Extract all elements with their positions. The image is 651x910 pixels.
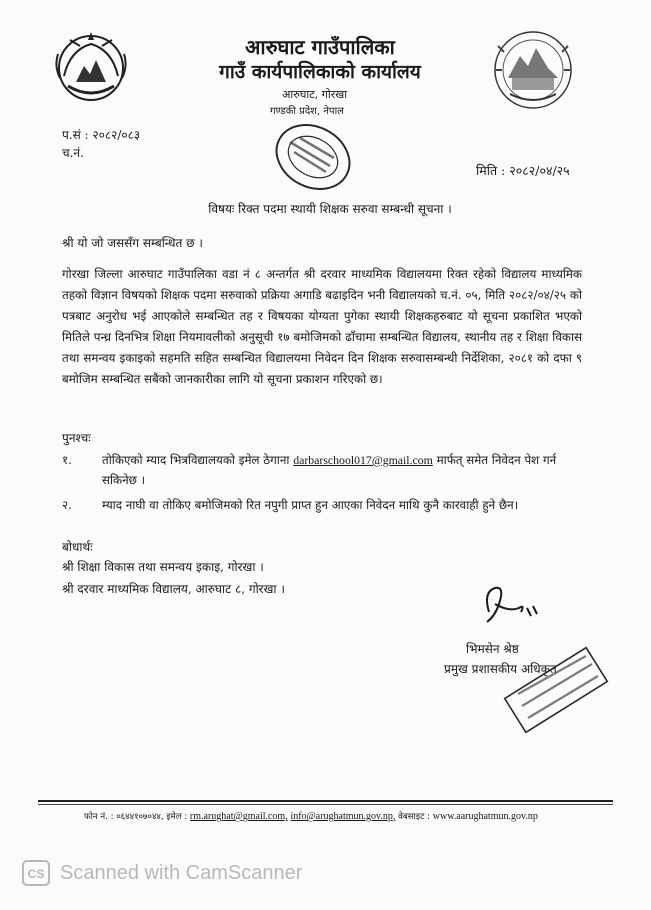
cc-recipient: श्री दरवार माध्यमिक विद्यालय, आरुघाट ८, गोरखा । — [62, 582, 285, 596]
letter-date: मिति : २०८२/०४/२५ — [476, 163, 570, 178]
camscanner-logo-text: CS — [27, 867, 45, 881]
letter-body: गोरखा जिल्ला आरुघाट गाउँपालिका वडा नं ८ अन्तर्गत श्री दरवार माध्यमिक विद्यालयमा रिक्त रहेको विद्यालय माध्यमिक तहको विज्ञान विषयको शिक्षक पदमा सरुवाको प्रक्रिया अगाडि बढाइदिन भनी विद्यालयको च.नं. ०५, मिति २०८२/०४/२५ को पत्रबाट अनुरोध भई आएकोले सम्बन्धित तह र विषयका योग्यता पुगेका स्थायी शिक्षकहरुबाट यो सूचना प्रकाशित भएको मितिले पन्ध्र दिनभित्र शिक्षा नियमावलीको अनुसूची १७ बमोजिमको ढाँचामा सम्बन्धित विद्यालय, स्थानीय तह र शिक्षा विकास तथा समन्वय इकाइको सहमति सहित सम्बन्धित विद्यालयमा निवेदन दिन शिक्षक सरुवासम्बन्धी निर्देशिका, २०८१ को दफा ९ बमोजिम सम्बन्धित सबैको जानकारीका लागि यो सूचना प्रकाशन गरिएको छ। — [62, 267, 582, 386]
office-address: आरुघाट, गोरखा — [282, 88, 348, 101]
signatory-name: भिमसेन श्रेष्ठ — [466, 642, 519, 656]
office-title: आरुघाट गाउँपालिका — [245, 35, 395, 59]
postscript-label: पुनश्चः — [62, 431, 91, 445]
school-email-link[interactable]: darbarschool017@gmail.com — [293, 453, 433, 467]
camscanner-logo-icon — [22, 860, 50, 886]
item-number: २. — [62, 498, 72, 512]
office-province: गण्डकी प्रदेश, नेपाल — [270, 106, 344, 117]
item-number: १. — [62, 453, 72, 467]
footer-divider — [38, 800, 613, 802]
salutation: श्री यो जो जससँग सम्बन्धित छ । — [62, 236, 203, 250]
office-stamp-icon — [270, 122, 356, 192]
nepal-emblem-icon — [50, 26, 132, 106]
cc-recipient: श्री शिक्षा विकास तथा समन्वय इकाइ, गोरखा । — [62, 560, 264, 574]
municipality-logo-icon — [490, 26, 576, 116]
item-text-after: मार्फत् समेत निवेदन पेश गर्न सकिनेछ । — [102, 453, 557, 487]
cc-label: बोधार्थः — [62, 540, 93, 554]
footer-email-link[interactable]: info@arughatmun.gov.np, — [290, 811, 396, 822]
office-subtitle: गाउँ कार्यपालिकाको कार्यालय — [219, 61, 421, 83]
letter-subject: विषयः रिक्त पदमा स्थायी शिक्षक सरुवा सम्बन्धी सूचना । — [208, 202, 452, 216]
signatory-title: प्रमुख प्रशासकीय अधिकृत — [444, 662, 557, 676]
item-text-before: तोकिएको म्याद भित्रविद्यालयको इमेल ठेगाना — [102, 453, 290, 467]
item-text: म्याद नाघी वा तोकिए बमोजिमको रित नपुगी प्राप्त हुन आएका निवेदन माथि कुनै कारवाही हुने छैन। — [102, 498, 519, 512]
dispatch-number: च.नं. — [62, 146, 84, 160]
footer-website[interactable]: www.aarughatmun.gov.np — [432, 811, 538, 822]
camscanner-text: Scanned with CamScanner — [60, 862, 303, 884]
footer-website-label: वेबसाइट : — [398, 812, 431, 822]
footer-phone: फोन नं. : ०६४४१०७०४४, इमेल : — [84, 812, 188, 822]
signatory-stamp-icon — [496, 644, 616, 734]
item-text — [102, 450, 582, 490]
signature-icon — [475, 582, 555, 630]
footer-email-link[interactable]: rm.arughat@gmail.com, — [189, 811, 288, 822]
reference-number: प.सं : २०८२/०८३ — [62, 128, 141, 142]
footer-divider-thin — [38, 804, 613, 805]
footer-contact — [84, 810, 538, 822]
